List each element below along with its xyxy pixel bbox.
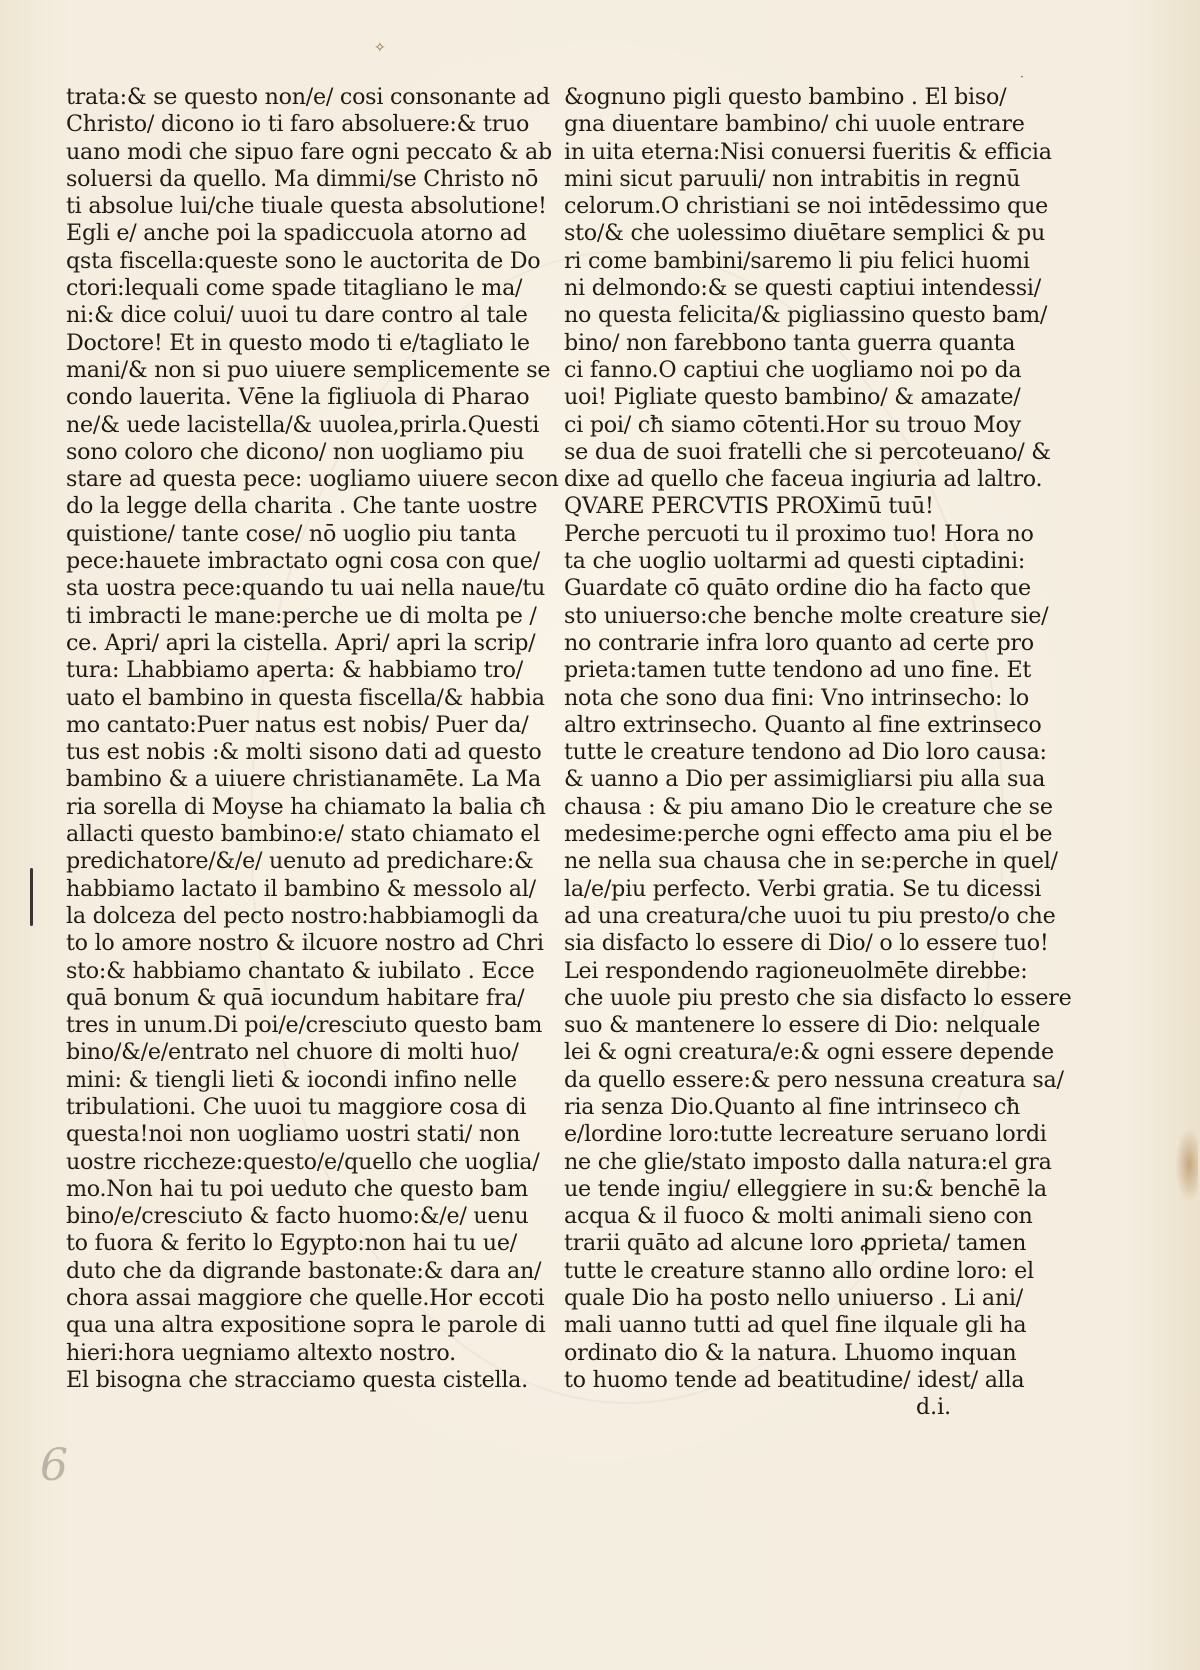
text-line: &ognuno pigli questo bambino . El biso/ [564,84,1007,110]
text-line: gna diuentare bambino/ chi uuole entrare [564,111,1025,138]
text-line: mo.Non hai tu poi ueduto che questo bam [66,1175,529,1202]
right-ink-mark: · [1020,70,1024,84]
text-line: Christo/ dicono io ti faro absoluere:& truo [66,111,530,138]
text-line: acqua & il fuoco & molti animali sieno con [564,1203,1033,1230]
text-line: ctori:lequali come spade titagliano le ma/ [66,275,523,302]
text-line: mini: & tiengli lieti & iocondi infino nelle [66,1066,517,1093]
text-line: Guardate cō quāto ordine dio ha facto que [564,575,1031,602]
text-line: bino/ non farebbono tanta guerra quanta [564,329,1016,356]
folio-pencil-mark: 6 [40,1440,68,1491]
text-line: uato el bambino in questa fiscella/& habbia [66,684,545,711]
text-line: ria senza Dio.Quanto al fine intrinseco cħ [564,1093,1021,1120]
text-line: da quello essere:& pero nessuna creatura sa/ [564,1066,1064,1093]
text-line: ue tende ingiu/ elleggiere in su:& benchē la [564,1175,1047,1202]
text-line: ci fanno.O captiui che uogliamo noi po da [564,356,1022,383]
text-line: to lo amore nostro & ilcuore nostro ad Chri [66,930,544,957]
text-line: Lei respondendo ragioneuolmēte direbbe: [564,957,1028,984]
text-line: tus est nobis :& molti sisono dati ad questo [66,739,542,766]
text-line: soluersi da quello. Ma dimmi/se Christo nō [66,165,539,192]
text-line: tura: Lhabbiamo aperta: & habbiamo tro/ [66,657,523,684]
text-line: pece:hauete imbractato ogni cosa con que/ [66,548,540,575]
text-line: El bisogna che stracciamo questa cistella. [66,1366,528,1393]
text-line: Egli e/ anche poi la spadiccuola atorno ad [66,220,527,247]
text-line: uostre riccheze:questo/e/quello che uoglia/ [66,1148,540,1175]
text-line: qua una altra expositione sopra le parole di [66,1312,546,1339]
text-line: qsta fiscella:queste sono le auctorita de Do [66,247,541,274]
text-line: ria sorella di Moyse ha chiamato la balia cħ [66,793,546,820]
text-line: duto che da digrande bastonate:& dara an/ [66,1257,542,1284]
text-line: sto:& habbiamo chantato & iubilato . Ecce [66,957,535,984]
text-line: stare ad questa pece: uogliamo uiuere secon [66,466,559,493]
text-line: altro extrinsecho. Quanto al fine extrinseco [564,711,1042,738]
text-line: la/e/piu perfecto. Verbi gratia. Se tu dicessi [564,875,1042,902]
text-line: quistione/ tante cose/ nō uoglio piu tanta [66,520,517,547]
text-line: to fuora & ferito lo Egypto:non hai tu ue/ [66,1230,517,1257]
text-line: habbiamo lactato il bambino & messolo al/ [66,875,536,902]
text-line: predichatore/&/e/ uenuto ad predichare:& [66,848,534,875]
text-line: condo lauerita. Vēne la figliuola di Pharao [66,384,530,411]
text-line: ne/& uede lacistella/& uuolea,prirla.Questi [66,411,540,438]
text-line: suo & mantenere lo essere di Dio: nelquale [564,1012,1041,1039]
text-line: lei & ogni creatura/e:& ogni essere depende [564,1039,1054,1066]
text-line: mani/& non si puo uiuere semplicemente se [66,356,551,383]
text-line: sto/& che uolessimo diuētare semplici & pu [564,220,1046,247]
margin-ink-bar [30,868,33,926]
text-line: uano modi che sipuo fare ogni peccato & ab [66,138,552,165]
text-line: sono coloro che dicono/ non uogliamo piu [66,438,525,465]
text-line: ne che glie/stato imposto dalla natura:el gra [564,1148,1052,1175]
text-line: e/lordine loro:tutte lecreature seruano lordi [564,1121,1047,1148]
text-line: to huomo tende ad beatitudine/ idest/ alla [564,1366,1025,1393]
text-line: medesime:perche ogni effecto ama piu el be [564,821,1053,848]
text-line: dixe ad quello che faceua ingiuria ad laltro. [564,466,1043,493]
text-line: chausa : & piu amano Dio le creature che se [564,793,1053,820]
text-line: quale Dio ha posto nello uniuerso . Li ani/ [564,1285,1023,1312]
text-line: do la legge della charita . Che tante uostre [66,493,538,520]
text-line: no contrarie infra loro quanto ad certe pro [564,629,1034,656]
text-line: ri come bambini/saremo li piu felici huomi [564,247,1030,274]
text-line: uoi! Pigliate questo bambino/ & amazate/ [564,384,1021,411]
text-line: & uanno a Dio per assimigliarsi piu alla sua [564,766,1046,793]
text-line: ordinato dio & la natura. Lhuomo inquan [564,1339,1017,1366]
text-line: questa!noi non uogliamo uostri stati/ non [66,1121,521,1148]
text-line: QVARE PERCVTIS PROXimū tuū! [564,493,934,520]
text-line: quā bonum & quā iocundum habitare fra/ [66,984,525,1011]
text-line: tutte le creature tendono ad Dio loro causa: [564,739,1047,766]
text-line: trata:& se questo non/e/ cosi consonante ad [66,84,550,110]
text-line: ci poi/ cħ siamo cōtenti.Hor su trouo Moy [564,411,1021,438]
text-line: prieta:tamen tutte tendono ad uno fine. Et [564,657,1032,684]
top-ink-mark: ✧ [374,40,386,56]
text-line: la dolceza del pecto nostro:habbiamogli da [66,902,539,929]
text-line: ti imbracti le mane:perche ue di molta pe / [66,602,537,629]
text-line: Perche percuoti tu il proximo tuo! Hora no [564,520,1034,547]
text-line: celorum.O christiani se noi intēdessimo que [564,193,1049,220]
text-line: sta uostra pece:quando tu uai nella naue/tu [66,575,546,602]
text-line: tutte le creature stanno allo ordine loro: el [564,1257,1034,1284]
text-line: ne nella sua chausa che in se:perche in quel/ [564,848,1058,875]
text-line: hieri:hora uegniamo altexto nostro. [66,1339,456,1366]
text-line: ta che uoglio uoltarmi ad questi ciptadini: [564,548,1026,575]
text-line: bambino & a uiuere christianamēte. La Ma [66,766,541,793]
text-line: no questa felicita/& pigliassino questo bam/ [564,302,1048,329]
paper-stain [1176,1130,1198,1200]
signature-mark: d.i. [916,1395,952,1420]
text-line: chora assai maggiore che quelle.Hor eccoti [66,1285,545,1312]
text-line: mini sicut paruuli/ non intrabitis in regnū [564,165,1021,192]
text-line: mali uanno tutti ad quel fine ilquale gli ha [564,1312,1027,1339]
text-line: in uita eterna:Nisi conuersi fueritis & efficia [564,138,1052,165]
text-line: se dua de suoi fratelli che si percoteuano/ & [564,438,1051,465]
text-line: Doctore! Et in questo modo ti e/tagliato le [66,329,530,356]
left-text-column [66,84,559,1394]
text-line: tribulationi. Che uuoi tu maggiore cosa di [66,1093,527,1120]
text-line: ni:& dice colui/ uuoi tu dare contro al tale [66,302,528,329]
text-line: nota che sono dua fini: Vno intrinsecho: lo [564,684,1030,711]
text-line: trarii quāto ad alcune loro ꝓprieta/ tamen [564,1230,1027,1257]
text-line: sia disfacto lo essere di Dio/ o lo essere tuo! [564,930,1049,957]
text-line: che uuole piu presto che sia disfacto lo essere [564,984,1072,1011]
text-line: allacti questo bambino:e/ stato chiamato el [66,821,540,848]
text-line: ce. Apri/ apri la cistella. Apri/ apri la scrip/ [66,629,536,656]
text-line: bino/e/cresciuto & facto huomo:&/e/ uenu [66,1203,529,1230]
text-line: sto uniuerso:che benche molte creature sie/ [564,602,1049,629]
text-line: ti absolue lui/che tiuale questa absolutione! [66,193,547,220]
text-line: bino/&/e/entrato nel chuore di molti huo/ [66,1039,519,1066]
text-line: mo cantato:Puer natus est nobis/ Puer da/ [66,711,529,738]
text-line: ni delmondo:& se questi captiui intendessi/ [564,275,1041,302]
text-line: ad una creatura/che uuoi tu piu presto/o che [564,902,1056,929]
text-line: tres in unum.Di poi/e/cresciuto questo bam [66,1012,543,1039]
right-text-column [564,84,1072,1394]
